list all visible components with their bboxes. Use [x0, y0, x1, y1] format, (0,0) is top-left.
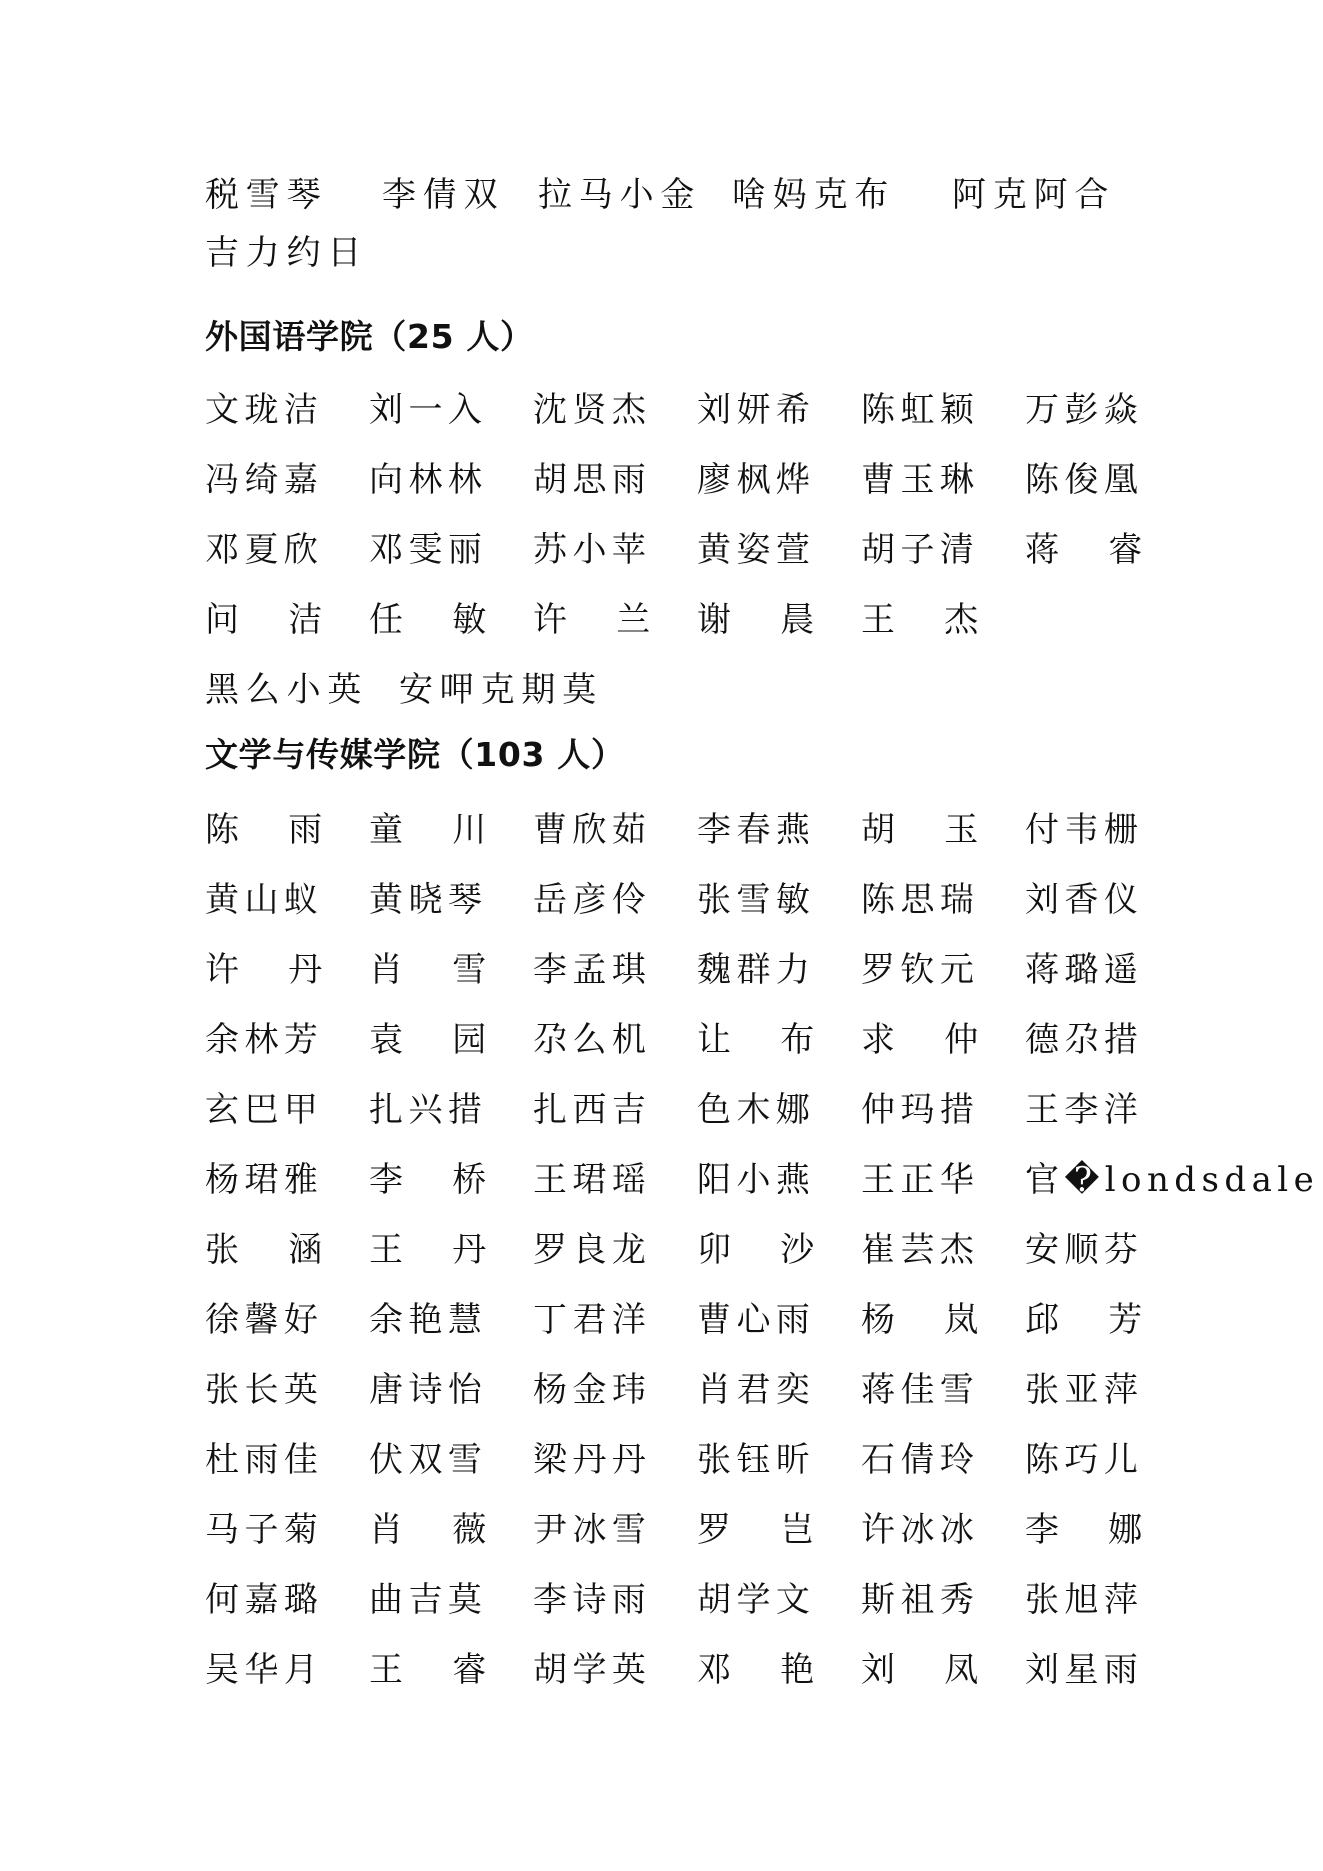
person-name: 伏双雪 [369, 1440, 488, 1480]
name-row [205, 1145, 1320, 1215]
person-name: 杨岚 [861, 1300, 1028, 1340]
person-name: 陈巧儿 [1025, 1440, 1144, 1480]
person-name: 黄姿萱 [697, 530, 816, 570]
person-name: 罗良龙 [533, 1230, 652, 1270]
person-name: 邓艳 [697, 1650, 864, 1690]
person-name: 魏群力 [697, 950, 816, 990]
person-name: 许冰冰 [861, 1510, 980, 1550]
person-name: 刘凤 [861, 1650, 1028, 1690]
person-name: 税雪琴 [205, 175, 328, 215]
person-name: 蒋睿 [1025, 530, 1192, 570]
person-name: 何嘉璐 [205, 1580, 324, 1620]
person-name: 阳小燕 [697, 1160, 816, 1200]
name-row [205, 1355, 1144, 1425]
person-name: 袁园 [369, 1020, 536, 1060]
person-name: 杜雨佳 [205, 1440, 324, 1480]
person-name: 邓夏欣 [205, 530, 324, 570]
name-row [205, 375, 1144, 445]
person-name: 德尕措 [1025, 1020, 1144, 1060]
person-name: 啥妈克布 [732, 175, 896, 215]
person-name: 文珑洁 [205, 390, 324, 430]
person-name: 王珺瑶 [533, 1160, 652, 1200]
person-name: 李倩双 [382, 175, 505, 215]
person-name: 曲吉莫 [369, 1580, 488, 1620]
name-row [205, 515, 1192, 585]
person-name: 官�londsdale [1025, 1160, 1320, 1200]
person-name: 斯祖秀 [861, 1580, 980, 1620]
person-name: 冯绮嘉 [205, 460, 324, 500]
name-row [205, 1215, 1144, 1285]
person-name: 阿克阿合 [952, 175, 1116, 215]
person-name: 仲玛措 [861, 1090, 980, 1130]
person-name: 杨珺雅 [205, 1160, 324, 1200]
person-name: 求仲 [861, 1020, 1028, 1060]
person-name: 张长英 [205, 1370, 324, 1410]
person-name: 刘妍希 [697, 390, 816, 430]
section-heading: 外国语学院（25 人） [205, 317, 534, 356]
person-name: 陈雨 [205, 810, 372, 850]
person-name: 王睿 [369, 1650, 536, 1690]
person-name: 余艳慧 [369, 1300, 488, 1340]
name-row [205, 1075, 1144, 1145]
person-name: 卯沙 [697, 1230, 864, 1270]
person-name: 胡学英 [533, 1650, 652, 1690]
person-name: 问洁 [205, 600, 372, 640]
person-name: 吴华月 [205, 1650, 324, 1690]
person-name: 张钰昕 [697, 1440, 816, 1480]
person-name: 李娜 [1025, 1510, 1192, 1550]
person-name: 张涵 [205, 1230, 372, 1270]
name-row [205, 1425, 1144, 1495]
person-name: 余林芳 [205, 1020, 324, 1060]
person-name: 梁丹丹 [533, 1440, 652, 1480]
person-name: 曹心雨 [697, 1300, 816, 1340]
person-name: 陈俊凰 [1025, 460, 1144, 500]
person-name: 邓雯丽 [369, 530, 488, 570]
person-name: 玄巴甲 [205, 1090, 324, 1130]
person-name: 蒋璐遥 [1025, 950, 1144, 990]
name-row [205, 1635, 1144, 1705]
person-name: 黑么小英 [205, 670, 369, 710]
name-row [205, 585, 1130, 655]
person-name: 王丹 [369, 1230, 536, 1270]
person-name: 许兰 [533, 600, 700, 640]
person-name: 张旭萍 [1025, 1580, 1144, 1620]
person-name: 李桥 [369, 1160, 536, 1200]
person-name: 王杰 [861, 600, 1028, 640]
person-name: 马子菊 [205, 1510, 324, 1550]
name-row [205, 795, 1144, 865]
section-heading: 文学与传媒学院（103 人） [205, 735, 625, 774]
person-name: 曹玉琳 [861, 460, 980, 500]
person-name: 谢晨 [697, 600, 864, 640]
person-name: 胡思雨 [533, 460, 652, 500]
person-name: 肖薇 [369, 1510, 536, 1550]
person-name: 吉力约日 [205, 233, 369, 273]
name-row [205, 865, 1144, 935]
person-name: 沈贤杰 [533, 390, 652, 430]
person-name: 黄山蚁 [205, 880, 324, 920]
name-row [205, 218, 1130, 288]
person-name: 曹欣茹 [533, 810, 652, 850]
person-name: 王李洋 [1025, 1090, 1144, 1130]
person-name: 李诗雨 [533, 1580, 652, 1620]
person-name: 陈虹颖 [861, 390, 980, 430]
person-name: 万彭焱 [1025, 390, 1144, 430]
person-name: 李孟琪 [533, 950, 652, 990]
person-name: 岳彦伶 [533, 880, 652, 920]
person-name: 尕么机 [533, 1020, 652, 1060]
person-name: 罗钦元 [861, 950, 980, 990]
person-name: 杨金玮 [533, 1370, 652, 1410]
person-name: 尹冰雪 [533, 1510, 652, 1550]
person-name: 张亚萍 [1025, 1370, 1144, 1410]
person-name: 向林林 [369, 460, 488, 500]
name-row [205, 935, 1144, 1005]
person-name: 付韦栅 [1025, 810, 1144, 850]
person-name: 石倩玲 [861, 1440, 980, 1480]
name-row [205, 655, 1130, 725]
name-row [205, 445, 1144, 515]
person-name: 徐馨好 [205, 1300, 324, 1340]
person-name: 王正华 [861, 1160, 980, 1200]
person-name: 崔芸杰 [861, 1230, 980, 1270]
person-name: 安呷克期莫 [399, 670, 603, 710]
person-name: 童川 [369, 810, 536, 850]
person-name: 让布 [697, 1020, 864, 1060]
person-name: 刘星雨 [1025, 1650, 1144, 1690]
person-name: 李春燕 [697, 810, 816, 850]
person-name: 唐诗怡 [369, 1370, 488, 1410]
person-name: 胡子清 [861, 530, 980, 570]
person-name: 色木娜 [697, 1090, 816, 1130]
person-name: 丁君洋 [533, 1300, 652, 1340]
person-name: 胡玉 [861, 810, 1028, 850]
person-name: 蒋佳雪 [861, 1370, 980, 1410]
person-name: 邱芳 [1025, 1300, 1192, 1340]
name-row [205, 1005, 1144, 1075]
person-name: 张雪敏 [697, 880, 816, 920]
person-name: 任敏 [369, 600, 536, 640]
person-name: 扎兴措 [369, 1090, 488, 1130]
person-name: 廖枫烨 [697, 460, 816, 500]
person-name: 苏小苹 [533, 530, 652, 570]
person-name: 罗岂 [697, 1510, 864, 1550]
person-name: 肖雪 [369, 950, 536, 990]
person-name: 扎西吉 [533, 1090, 652, 1130]
name-row [205, 1495, 1192, 1565]
person-name: 安顺芬 [1025, 1230, 1144, 1270]
person-name: 黄晓琴 [369, 880, 488, 920]
person-name: 许丹 [205, 950, 372, 990]
name-row [205, 1285, 1192, 1355]
person-name: 拉马小金 [538, 175, 702, 215]
person-name: 刘香仪 [1025, 880, 1144, 920]
person-name: 刘一入 [369, 390, 488, 430]
person-name: 胡学文 [697, 1580, 816, 1620]
name-row [205, 1565, 1144, 1635]
person-name: 肖君奕 [697, 1370, 816, 1410]
person-name: 陈思瑞 [861, 880, 980, 920]
